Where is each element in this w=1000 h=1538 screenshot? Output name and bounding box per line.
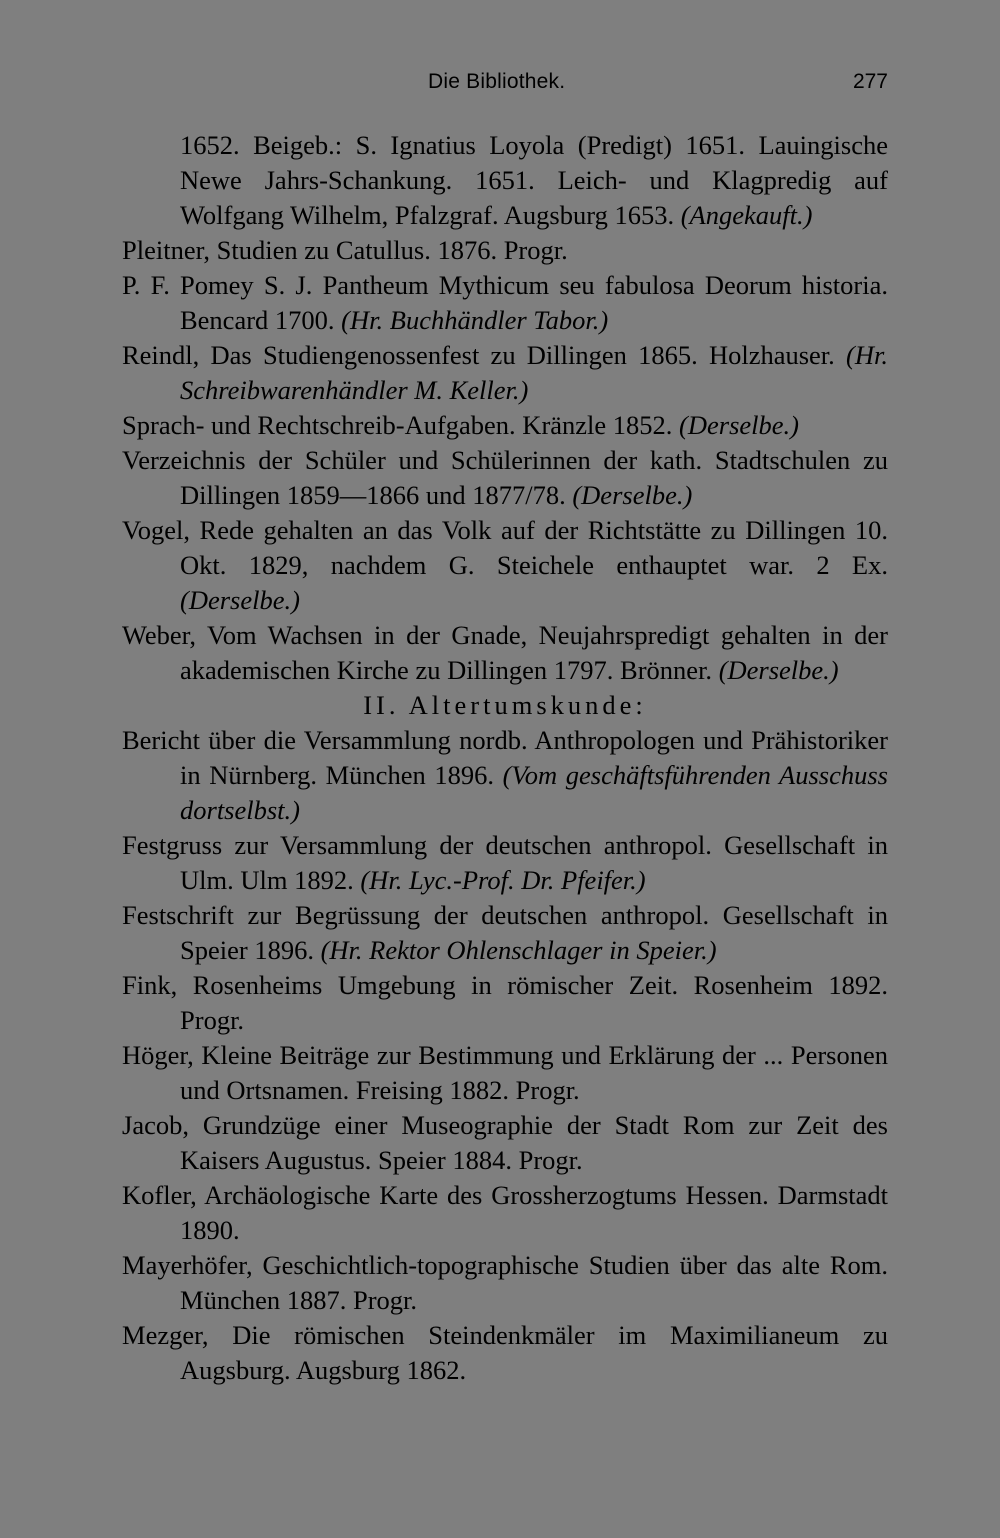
- entry-source: (Angekauft.): [680, 200, 813, 230]
- entry-source: (Derselbe.): [572, 480, 693, 510]
- entry-text: Verzeichnis der Schüler und Schülerinnen der kath. Stadtschulen zu Dillingen 1859—1866 und 1877/78.: [122, 445, 888, 510]
- list-item: [122, 1178, 888, 1248]
- list-item: [122, 338, 888, 408]
- running-header-title: Die Bibliothek.: [428, 70, 566, 93]
- list-item: [122, 408, 888, 443]
- list-item: [122, 233, 888, 268]
- entry-text: 1652. Beigeb.: S. Ignatius Loyola (Predigt) 1651. Lauingische Newe Jahrs-Schankung. 1651. Leich- und Klagpredig auf Wolfgang Wilhelm, Pfalzgraf. Augsburg 1653.: [180, 130, 888, 230]
- list-item: [122, 268, 888, 338]
- list-item: [122, 1038, 888, 1108]
- entry-text: Bericht über die Versammlung nordb. Anthropologen und Prähistoriker in Nürnberg. München 1896.: [122, 725, 888, 790]
- entry-text: Vogel, Rede gehalten an das Volk auf der Richtstätte zu Dillingen 10. Okt. 1829, nachdem G. Steichele enthauptet war. 2 Ex.: [122, 515, 888, 580]
- entry-source: (Vom geschäftsführenden Ausschuss dortselbst.): [180, 760, 888, 825]
- entry-source: (Hr. Schreibwarenhändler M. Keller.): [180, 340, 889, 405]
- entry-source: (Derselbe.): [679, 410, 799, 440]
- list-item: [122, 828, 888, 898]
- section-heading: II. Altertumskunde:: [363, 690, 647, 720]
- list-item: [122, 618, 888, 688]
- entry-text: Weber, Vom Wachsen in der Gnade, Neujahrspredigt gehalten in der akademischen Kirche zu Dillingen 1797. Brönner.: [122, 620, 888, 685]
- page-body: [122, 128, 888, 1388]
- entry-text: P. F. Pomey S. J. Pantheum Mythicum seu fabulosa Deorum historia. Bencard 1700.: [122, 270, 888, 335]
- entry-text: Sprach- und Rechtschreib-Aufgaben. Kränzle 1852.: [122, 410, 673, 440]
- list-item: [122, 128, 888, 233]
- entry-text: Mezger, Die römischen Steindenkmäler im Maximilianeum zu Augsburg. Augsburg 1862.: [122, 1320, 888, 1385]
- list-item: [122, 1248, 888, 1318]
- entry-text: Fink, Rosenheims Umgebung in römischer Zeit. Rosenheim 1892. Progr.: [122, 970, 888, 1035]
- list-item: [122, 1108, 888, 1178]
- list-item: [122, 513, 888, 618]
- list-item: [122, 443, 888, 513]
- entry-source: (Derselbe.): [718, 655, 839, 685]
- entry-source: (Hr. Lyc.-Prof. Dr. Pfeifer.): [360, 865, 646, 895]
- page-number: 277: [852, 70, 888, 93]
- entry-source: (Hr. Rektor Ohlenschlager in Speier.): [320, 935, 717, 965]
- entry-text: Reindl, Das Studiengenossenfest zu Dillingen 1865. Holzhauser.: [122, 340, 835, 370]
- list-item: [122, 968, 888, 1038]
- list-item: [122, 898, 888, 968]
- entry-text: Höger, Kleine Beiträge zur Bestimmung und Erklärung der ... Personen und Ortsnamen. Freising 1882. Progr.: [122, 1040, 888, 1105]
- list-item: [122, 723, 888, 828]
- entry-text: Festgruss zur Versammlung der deutschen anthropol. Gesellschaft in Ulm. Ulm 1892.: [122, 830, 888, 895]
- entry-text: Pleitner, Studien zu Catullus. 1876. Progr.: [122, 235, 568, 265]
- entry-text: Kofler, Archäologische Karte des Grossherzogtums Hessen. Darmstadt 1890.: [122, 1180, 888, 1245]
- entry-text: Jacob, Grundzüge einer Museographie der Stadt Rom zur Zeit des Kaisers Augustus. Speier 1884. Progr.: [122, 1110, 888, 1175]
- entry-source: (Hr. Buchhändler Tabor.): [341, 305, 609, 335]
- entry-text: Mayerhöfer, Geschichtlich-topographische Studien über das alte Rom. München 1887. Progr.: [122, 1250, 888, 1315]
- list-item: [122, 1318, 888, 1388]
- entry-text: Festschrift zur Begrüssung der deutschen anthropol. Gesellschaft in Speier 1896.: [122, 900, 888, 965]
- entry-source: (Derselbe.): [180, 585, 300, 615]
